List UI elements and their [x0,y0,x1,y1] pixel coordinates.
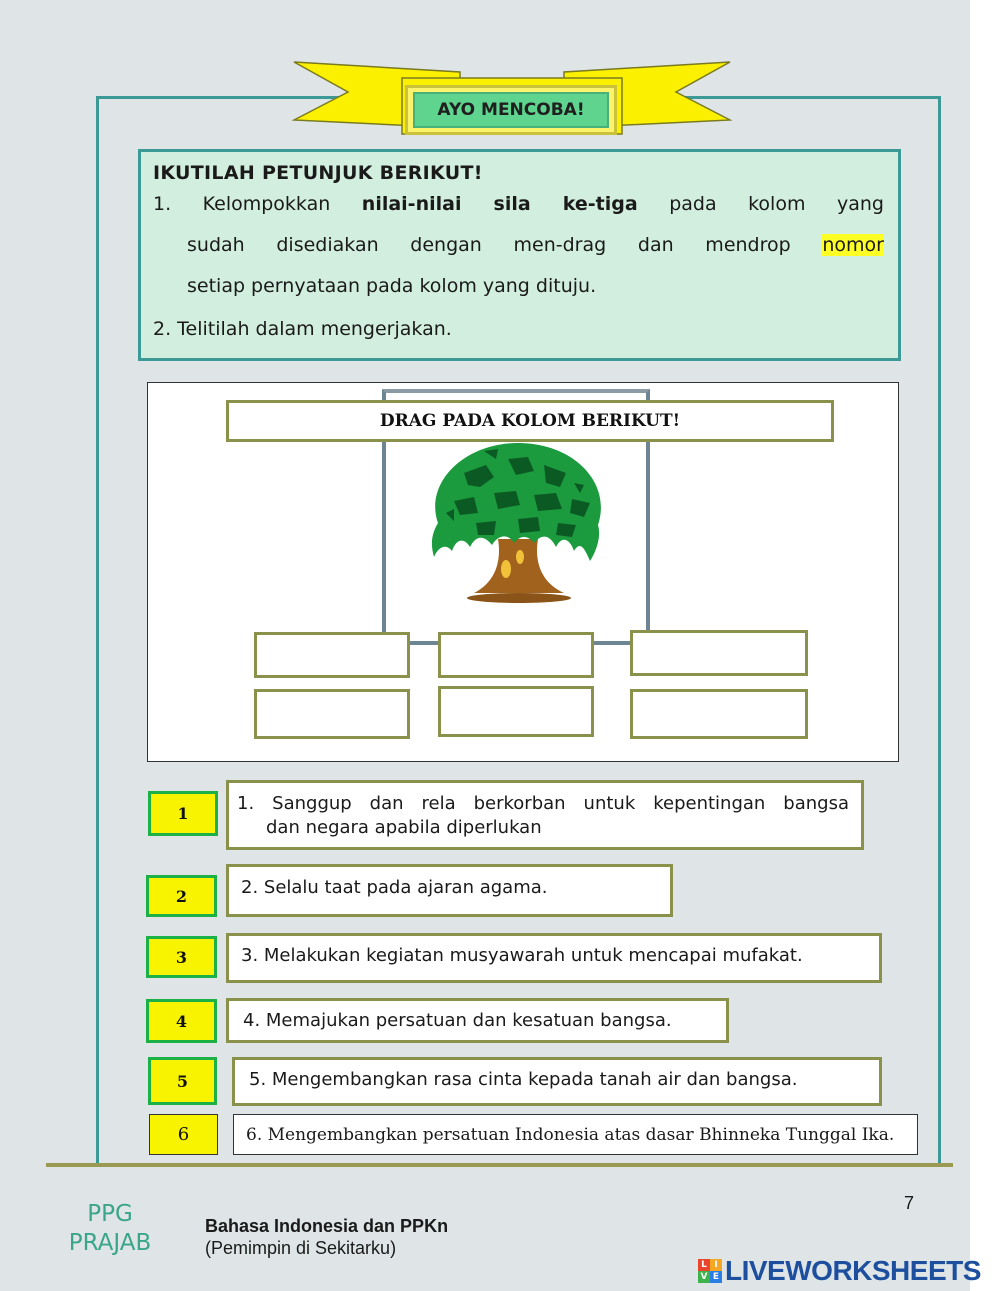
book-subtitle: (Pemimpin di Sekitarku) [205,1238,397,1258]
statement-1 [226,780,864,850]
liveworksheets-text: LIVEWORKSHEETS [725,1255,981,1286]
statement-6: 6. Mengembangkan persatuan Indonesia atas dasar Bhinneka Tunggal Ika. [233,1114,918,1155]
footer-divider [46,1163,953,1167]
number-tile-3[interactable]: 3 [146,936,217,978]
banner-label: AYO MENCOBA! [413,92,609,128]
banyan-tree-icon [424,443,610,603]
statement-4: 4. Memajukan persatuan dan kesatuan bangsa. [226,998,729,1043]
ppg-label: PPG [87,1201,133,1227]
drop-zone-4[interactable] [254,689,410,739]
number-tile-2[interactable]: 2 [146,875,217,917]
drop-zone-5[interactable] [438,686,594,737]
drag-instruction-title: DRAG PADA KOLOM BERIKUT! [226,400,834,442]
number-tile-1[interactable]: 1 [148,791,218,836]
liveworksheets-brand[interactable] [698,1255,981,1287]
instruction-item-1-line2: sudah disediakan dengan men-drag dan mendrop [187,234,823,256]
instruction-item-1 [153,184,884,307]
statement-1-line2: dan negara apabila diperlukan [266,817,542,838]
drop-zone-3[interactable] [630,630,808,676]
drop-zone-6[interactable] [630,689,808,739]
drop-zone-1[interactable] [254,632,410,678]
prajab-label: PRAJAB [68,1230,152,1256]
number-tile-5[interactable]: 5 [148,1057,217,1105]
drop-zone-2[interactable] [438,632,594,678]
instruction-item-1-mid: pada kolom yang [637,193,884,215]
instruction-title: IKUTILAH PETUNJUK BERIKUT! [153,162,483,184]
instruction-panel [138,149,901,361]
statement-3: 3. Melakukan kegiatan musyawarah untuk mencapai mufakat. [226,933,882,983]
drag-drop-area [147,382,899,762]
instruction-item-1-line3: setiap pernyataan pada kolom yang dituju. [187,275,597,297]
instruction-item-2: 2. Telitilah dalam mengerjakan. [153,318,452,340]
book-title: Bahasa Indonesia dan PPKn [205,1216,449,1236]
statement-1-line1: 1. Sanggup dan rela berkorban untuk kepentingan bangsa [237,793,849,814]
statement-5: 5. Mengembangkan rasa cinta kepada tanah air dan bangsa. [232,1057,882,1106]
statement-2: 2. Selalu taat pada ajaran agama. [226,864,673,917]
banner-label-box [405,85,617,135]
page-number: 7 [904,1193,915,1213]
instruction-item-1-bold: nilai-nilai sila ke-tiga [361,193,638,215]
number-tile-4[interactable]: 4 [146,999,217,1043]
liveworksheets-logo-icon: L I V E [698,1259,722,1283]
instruction-item-1-prefix: 1. Kelompokkan [153,193,362,215]
highlighted-word: nomor [822,234,884,256]
ppg-prajab-label [58,1200,162,1258]
number-tile-6[interactable]: 6 [149,1114,218,1155]
